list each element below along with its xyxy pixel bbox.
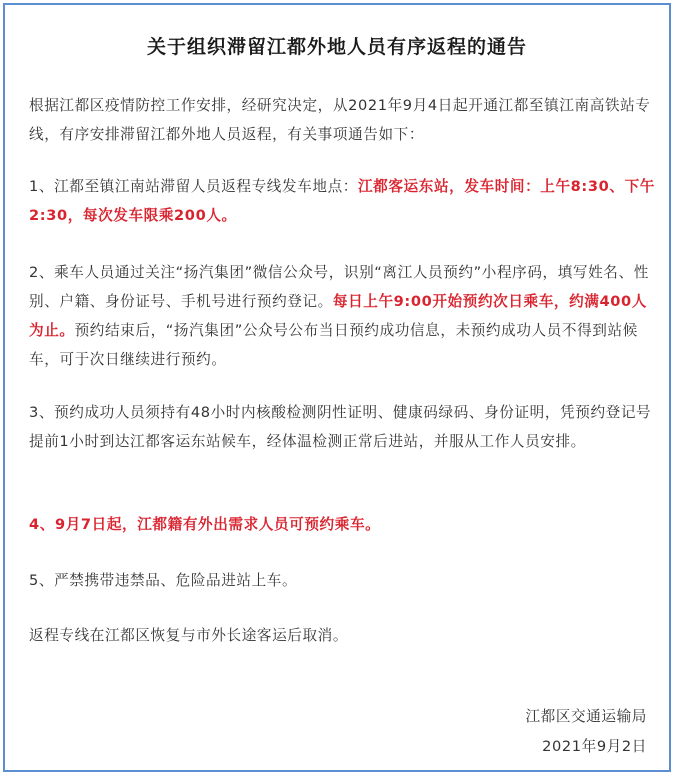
notice-title: 关于组织滞留江都外地人员有序返程的通告 [146,36,527,58]
notice-item-5: 5、严禁携带违禁品、危险品进站上车。 [29,572,298,589]
item-1-highlight: 江都客运东站，发车时间：上午8:30、下午2:30，每次发车限乘200人。 [29,178,655,224]
item-2-text-a: 2、乘车人员通过关注“扬汽集团”微信公众号，识别“离江人员预约”小程序码，填写姓名、性别、户籍、身份证号、手机号进行预约登记。 [29,264,649,310]
notice-issuer: 江都区交通运输局 [525,708,647,725]
notice-closing: 返程专线在江都区恢复与市外长途客运后取消。 [29,627,349,644]
notice-item-2 [29,258,659,374]
item-2-text-b: 预约结束后，“扬汽集团”公众号公布当日预约成功信息，未预约成功人员不得到站候车，可于次日继续进行预约。 [29,322,638,368]
item-1-text: 1、江都至镇江南站滞留人员返程专线发车地点： [29,178,358,195]
notice-date: 2021年9月2日 [542,738,647,755]
notice-item-3: 3、预约成功人员须持有48小时内核酸检测阴性证明、健康码绿码、身份证明，凭预约登记号提前1小时到达江都客运东站候车，经体温检测正常后进站，并服从工作人员安排。 [29,404,652,450]
notice-intro: 根据江都区疫情防控工作安排，经研究决定，从2021年9月4日起开通江都至镇江南高铁站专线，有序安排滞留江都外地人员返程，有关事项通告如下： [29,97,651,143]
notice-frame [3,3,671,772]
notice-item-4: 4、9月7日起，江都籍有外出需求人员可预约乘车。 [29,516,381,533]
notice-item-1 [29,172,659,230]
item-2-highlight: 每日上午9:00开始预约次日乘车，约满400人为止。 [29,293,647,339]
